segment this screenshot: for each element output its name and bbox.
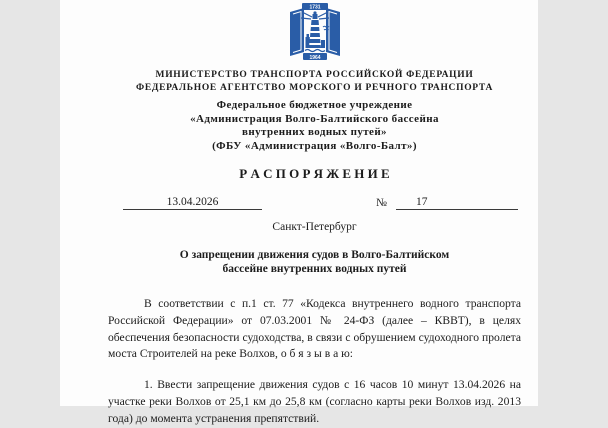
subject-line1: О запрещении движения судов в Волго-Балтийском (179, 249, 450, 261)
body-paragraph-1: В соответствии с п.1 ст. 77 «Кодекса внутреннего водного транспорта Российской Федерации» от 07.03.2001 № 24-ФЗ (далее – КВВТ), в целях обеспечения безопасности судоходства, в связи с обрушением судоходного пролета моста Строителей на реке Волхов, о б я з ы в а ю: (108, 297, 521, 361)
emblem-bottom-year: 1964 (308, 55, 321, 60)
emblem-container (108, 0, 521, 63)
letterhead-org-line3: внутренних водных путей» (242, 126, 387, 138)
subject-heading (108, 248, 521, 276)
number-sign: № (376, 197, 387, 209)
letterhead-org-line2: «Администрация Волго-Балтийского бассейна (190, 112, 439, 125)
letterhead-org-line1: Федеральное бюджетное учреждение (216, 99, 413, 111)
city-line: Санкт-Петербург (272, 221, 357, 233)
letterhead-ministry: МИНИСТЕРСТВО ТРАНСПОРТА РОССИЙСКОЙ ФЕДЕРАЦИИ (155, 70, 474, 80)
emblem-top-year: 1731 (308, 4, 321, 11)
volgo-balt-lighthouse-emblem-icon (288, 3, 342, 65)
date-number-row (108, 189, 521, 212)
document-page (60, 0, 538, 425)
document-date: 13.04.2026 (123, 196, 262, 210)
letterhead-org-line4: (ФБУ «Администрация «Волго-Балт») (212, 139, 417, 152)
document-content (108, 0, 521, 428)
letterhead-agency: ФЕДЕРАЛЬНОЕ АГЕНТСТВО МОРСКОГО И РЕЧНОГО ТРАНСПОРТА (135, 83, 494, 93)
document-number: 17 (396, 196, 518, 210)
subject-line2: бассейне внутренних водных путей (222, 263, 407, 275)
document-type-title: Р А С П О Р Я Ж Е Н И Е (239, 166, 390, 181)
body-paragraph-2: 1. Ввести запрещение движения судов с 16 часов 10 минут 13.04.2026 на участке реки Волхов от 25,1 км до 25,8 км (согласно карты реки Волхов изд. 2013 года) до момента устранения препятствий. (108, 378, 521, 425)
